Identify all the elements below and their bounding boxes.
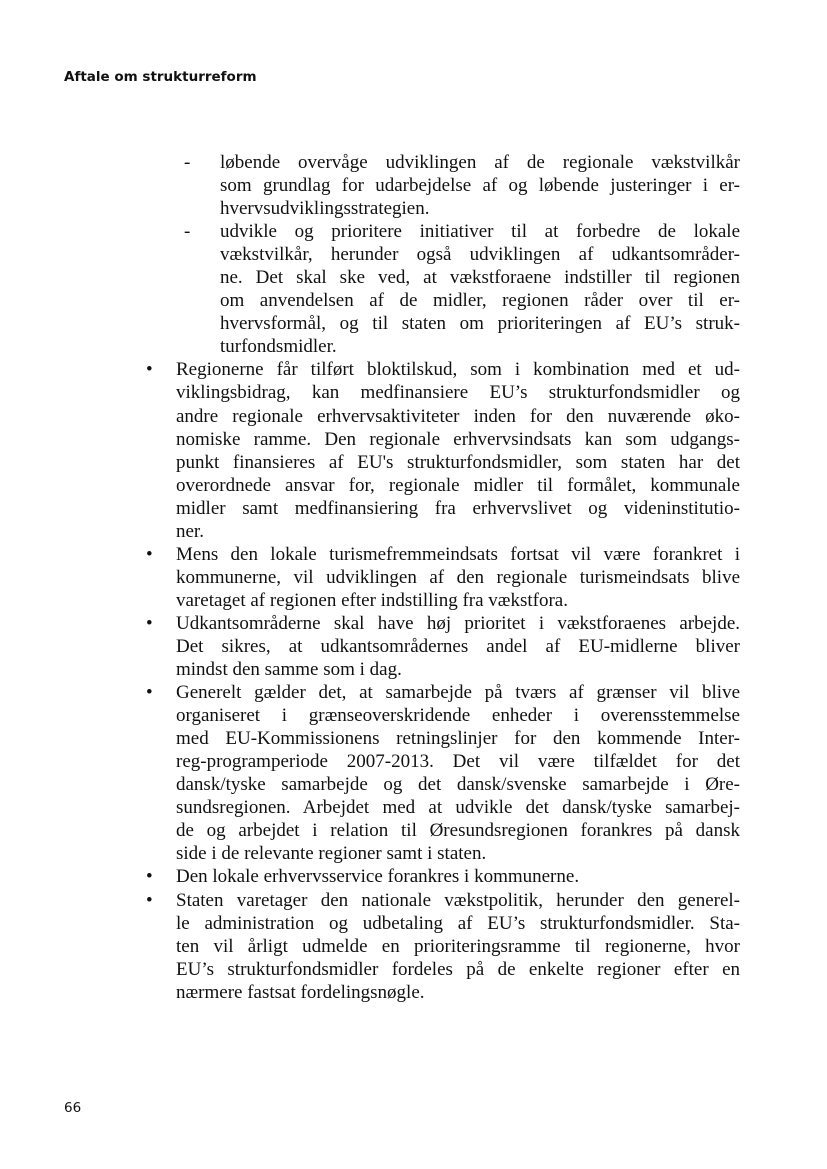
text-line: Mens den lokale turismefremmeindsats fortsat vil være forankret i	[176, 543, 740, 565]
text-line: med EU-Kommissionens retningslinjer for den kommende Inter-	[176, 728, 740, 750]
bullet-marker: •	[146, 359, 153, 381]
bullet-list-item	[146, 889, 740, 1004]
text-line: de og arbejdet i relation til Øresundsregionen forankres på dansk	[176, 820, 740, 842]
text-line: andre regionale erhvervsaktiviteter inden for den nuværende øko-	[176, 405, 740, 427]
text-line: punkt finansieres af EU's strukturfondsmidler, som staten har det	[176, 451, 740, 473]
text-line: om anvendelsen af de midler, regionen råder over til er-	[220, 290, 740, 312]
list-item-text	[176, 543, 740, 612]
bullet-marker: •	[146, 612, 153, 634]
list-item-text	[176, 612, 740, 681]
text-line: løbende overvåge udviklingen af de regionale vækstvilkår	[220, 152, 740, 173]
document-body	[0, 151, 827, 1004]
text-line: Den lokale erhvervsservice forankres i kommunerne.	[176, 866, 580, 888]
text-line: Udkantsområderne skal have høj prioritet i vækstforaenes arbejde.	[176, 612, 740, 634]
text-line: kommunerne, vil udviklingen af den regionale turismeindsats blive	[176, 566, 740, 588]
text-line: Generelt gælder det, at samarbejde på tværs af grænser vil blive	[176, 682, 740, 704]
text-line: ten vil årligt udmelde en prioriteringsramme til regionerne, hvor	[176, 935, 740, 957]
bullet-list-item	[146, 543, 740, 612]
bullet-list-item	[146, 865, 740, 888]
bullet-list-item	[146, 612, 740, 681]
text-line: udvikle og prioritere initiativer til at forbedre de lokale	[220, 221, 740, 243]
running-header: Aftale om strukturreform	[64, 69, 257, 85]
text-line: overordnede ansvar for, regionale midler til formålet, kommunale	[176, 474, 740, 496]
text-line: viklingsbidrag, kan medfinansiere EU’s strukturfondsmidler og	[176, 382, 740, 404]
list-item-text	[220, 151, 740, 220]
text-line: ner.	[176, 520, 204, 542]
text-line: nomiske ramme. Den regionale erhvervsindsats kan som udgangs-	[176, 428, 740, 450]
list-item-text	[176, 865, 740, 888]
dash-marker: -	[184, 152, 191, 173]
text-line: EU’s strukturfondsmidler fordeles på de enkelte regioner efter en	[176, 958, 740, 980]
dash-list-item	[184, 151, 740, 220]
text-line: sundsregionen. Arbejdet med at udvikle det dansk/tyske samarbej-	[176, 797, 740, 819]
list-item-text	[176, 889, 740, 1004]
list-item-text	[220, 220, 740, 358]
list-item-text	[176, 358, 740, 542]
bullet-list-item	[146, 358, 740, 542]
text-line: mindst den samme som i dag.	[176, 659, 402, 681]
text-line: midler samt medfinansiering fra erhvervslivet og videninstitutio-	[176, 497, 740, 519]
bullet-list-item	[146, 681, 740, 865]
text-line: turfondsmidler.	[220, 336, 337, 358]
text-line: dansk/tyske samarbejde og det dansk/svenske samarbejde i Øre-	[176, 774, 740, 796]
page-number: 66	[64, 1100, 82, 1116]
text-line: hvervsudviklingsstrategien.	[220, 198, 430, 220]
text-line: organiseret i grænseoverskridende enheder i overensstemmelse	[176, 705, 740, 727]
text-line: varetaget af regionen efter indstilling fra vækstfora.	[176, 589, 568, 611]
text-line: ne. Det skal ske ved, at vækstforaene indstiller til regionen	[220, 267, 740, 289]
text-line: Staten varetager den nationale vækstpolitik, herunder den generel-	[176, 889, 740, 911]
text-line: hvervsformål, og til staten om prioriteringen af EU’s struk-	[220, 313, 740, 335]
text-line: nærmere fastsat fordelingsnøgle.	[176, 981, 425, 1003]
bullet-marker: •	[146, 682, 153, 704]
bullet-marker: •	[146, 889, 153, 911]
dash-list-item	[184, 220, 740, 358]
list-item-text	[176, 681, 740, 865]
text-line: le administration og udbetaling af EU’s strukturfondsmidler. Sta-	[176, 912, 740, 934]
dash-marker: -	[184, 221, 191, 243]
bullet-marker: •	[146, 543, 153, 565]
text-line: vækstvilkår, herunder også udviklingen af udkantsområder-	[220, 244, 740, 266]
bullet-marker: •	[146, 866, 153, 888]
text-line: som grundlag for udarbejdelse af og løbende justeringer i er-	[220, 175, 740, 197]
text-line: Det sikres, at udkantsområdernes andel af EU-midlerne bliver	[176, 635, 740, 657]
text-line: reg-programperiode 2007-2013. Det vil være tilfældet for det	[176, 751, 740, 773]
text-line: Regionerne får tilført bloktilskud, som i kombination med et ud-	[176, 359, 740, 381]
text-line: side i de relevante regioner samt i staten.	[176, 843, 487, 865]
